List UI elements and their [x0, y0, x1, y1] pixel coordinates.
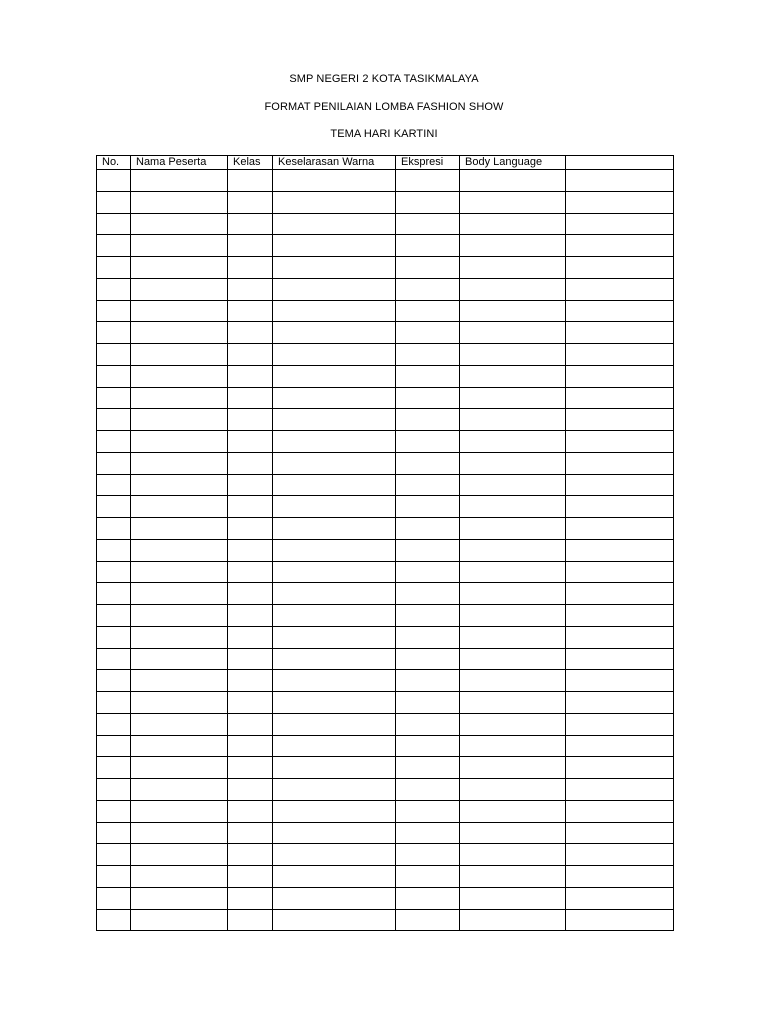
- cell-color-harmony: [273, 583, 396, 605]
- cell-participant-name: [131, 431, 228, 453]
- table-row: [97, 452, 674, 474]
- form-title: FORMAT PENILAIAN LOMBA FASHION SHOW: [264, 101, 504, 113]
- cell-blank: [566, 496, 674, 518]
- cell-class: [228, 844, 273, 866]
- cell-class: [228, 409, 273, 431]
- cell-expression: [396, 431, 460, 453]
- table-row: [97, 735, 674, 757]
- cell-body-language: [460, 735, 566, 757]
- cell-expression: [396, 257, 460, 279]
- table-row: [97, 235, 674, 257]
- cell-class: [228, 191, 273, 213]
- cell-expression: [396, 735, 460, 757]
- cell-color-harmony: [273, 300, 396, 322]
- cell-participant-name: [131, 539, 228, 561]
- table-row: [97, 213, 674, 235]
- cell-color-harmony: [273, 844, 396, 866]
- cell-class: [228, 213, 273, 235]
- cell-class: [228, 735, 273, 757]
- cell-color-harmony: [273, 496, 396, 518]
- table-row: [97, 191, 674, 213]
- cell-color-harmony: [273, 409, 396, 431]
- cell-class: [228, 300, 273, 322]
- cell-body-language: [460, 909, 566, 931]
- cell-no: [97, 800, 131, 822]
- cell-color-harmony: [273, 278, 396, 300]
- cell-participant-name: [131, 191, 228, 213]
- cell-expression: [396, 278, 460, 300]
- cell-blank: [566, 300, 674, 322]
- cell-participant-name: [131, 213, 228, 235]
- cell-color-harmony: [273, 431, 396, 453]
- cell-class: [228, 800, 273, 822]
- cell-class: [228, 561, 273, 583]
- cell-class: [228, 539, 273, 561]
- cell-color-harmony: [273, 800, 396, 822]
- cell-expression: [396, 909, 460, 931]
- cell-no: [97, 387, 131, 409]
- cell-blank: [566, 605, 674, 627]
- cell-expression: [396, 409, 460, 431]
- cell-blank: [566, 518, 674, 540]
- cell-expression: [396, 170, 460, 192]
- cell-blank: [566, 278, 674, 300]
- cell-expression: [396, 344, 460, 366]
- table-row: [97, 605, 674, 627]
- cell-blank: [566, 713, 674, 735]
- cell-color-harmony: [273, 257, 396, 279]
- cell-blank: [566, 191, 674, 213]
- cell-blank: [566, 692, 674, 714]
- cell-body-language: [460, 887, 566, 909]
- cell-participant-name: [131, 887, 228, 909]
- table-row: [97, 539, 674, 561]
- cell-body-language: [460, 692, 566, 714]
- cell-blank: [566, 735, 674, 757]
- cell-class: [228, 887, 273, 909]
- cell-expression: [396, 474, 460, 496]
- cell-color-harmony: [273, 648, 396, 670]
- cell-no: [97, 409, 131, 431]
- cell-participant-name: [131, 322, 228, 344]
- table-row: [97, 561, 674, 583]
- table-row: [97, 344, 674, 366]
- cell-class: [228, 692, 273, 714]
- cell-blank: [566, 257, 674, 279]
- cell-expression: [396, 452, 460, 474]
- cell-class: [228, 779, 273, 801]
- cell-participant-name: [131, 474, 228, 496]
- cell-class: [228, 757, 273, 779]
- cell-blank: [566, 648, 674, 670]
- col-header-expression: Ekspresi: [396, 156, 460, 170]
- cell-color-harmony: [273, 692, 396, 714]
- cell-participant-name: [131, 800, 228, 822]
- cell-expression: [396, 866, 460, 888]
- cell-color-harmony: [273, 909, 396, 931]
- cell-participant-name: [131, 670, 228, 692]
- cell-class: [228, 626, 273, 648]
- cell-class: [228, 170, 273, 192]
- cell-color-harmony: [273, 779, 396, 801]
- cell-no: [97, 561, 131, 583]
- cell-no: [97, 344, 131, 366]
- cell-no: [97, 235, 131, 257]
- cell-blank: [566, 887, 674, 909]
- cell-expression: [396, 844, 460, 866]
- cell-body-language: [460, 387, 566, 409]
- cell-participant-name: [131, 452, 228, 474]
- cell-no: [97, 757, 131, 779]
- header-row: [97, 156, 674, 170]
- cell-participant-name: [131, 735, 228, 757]
- cell-color-harmony: [273, 887, 396, 909]
- cell-expression: [396, 583, 460, 605]
- cell-no: [97, 692, 131, 714]
- cell-color-harmony: [273, 866, 396, 888]
- cell-participant-name: [131, 844, 228, 866]
- cell-body-language: [460, 344, 566, 366]
- cell-no: [97, 648, 131, 670]
- cell-class: [228, 452, 273, 474]
- cell-participant-name: [131, 713, 228, 735]
- cell-color-harmony: [273, 365, 396, 387]
- table-row: [97, 909, 674, 931]
- table-row: [97, 257, 674, 279]
- cell-blank: [566, 474, 674, 496]
- col-header-body-language: Body Language: [460, 156, 566, 170]
- cell-color-harmony: [273, 213, 396, 235]
- cell-participant-name: [131, 779, 228, 801]
- cell-class: [228, 344, 273, 366]
- table-row: [97, 387, 674, 409]
- cell-color-harmony: [273, 605, 396, 627]
- cell-body-language: [460, 409, 566, 431]
- cell-no: [97, 605, 131, 627]
- cell-class: [228, 648, 273, 670]
- cell-class: [228, 909, 273, 931]
- cell-expression: [396, 757, 460, 779]
- cell-participant-name: [131, 170, 228, 192]
- cell-no: [97, 583, 131, 605]
- cell-color-harmony: [273, 170, 396, 192]
- cell-body-language: [460, 518, 566, 540]
- cell-blank: [566, 365, 674, 387]
- cell-no: [97, 496, 131, 518]
- cell-color-harmony: [273, 474, 396, 496]
- cell-body-language: [460, 452, 566, 474]
- cell-expression: [396, 191, 460, 213]
- cell-color-harmony: [273, 822, 396, 844]
- cell-blank: [566, 170, 674, 192]
- cell-no: [97, 670, 131, 692]
- cell-blank: [566, 866, 674, 888]
- cell-color-harmony: [273, 757, 396, 779]
- cell-class: [228, 365, 273, 387]
- cell-color-harmony: [273, 518, 396, 540]
- table-row: [97, 670, 674, 692]
- cell-expression: [396, 518, 460, 540]
- cell-participant-name: [131, 365, 228, 387]
- cell-blank: [566, 800, 674, 822]
- cell-expression: [396, 496, 460, 518]
- cell-class: [228, 496, 273, 518]
- cell-participant-name: [131, 605, 228, 627]
- cell-blank: [566, 213, 674, 235]
- table-row: [97, 692, 674, 714]
- cell-no: [97, 822, 131, 844]
- table-row: [97, 713, 674, 735]
- cell-expression: [396, 322, 460, 344]
- cell-no: [97, 213, 131, 235]
- cell-class: [228, 866, 273, 888]
- cell-body-language: [460, 496, 566, 518]
- cell-class: [228, 518, 273, 540]
- cell-body-language: [460, 300, 566, 322]
- cell-body-language: [460, 561, 566, 583]
- cell-class: [228, 431, 273, 453]
- cell-blank: [566, 583, 674, 605]
- theme-title: TEMA HARI KARTINI: [330, 128, 438, 140]
- table-row: [97, 648, 674, 670]
- cell-no: [97, 278, 131, 300]
- cell-expression: [396, 692, 460, 714]
- cell-body-language: [460, 191, 566, 213]
- table-row: [97, 757, 674, 779]
- cell-class: [228, 257, 273, 279]
- cell-class: [228, 322, 273, 344]
- table-row: [97, 779, 674, 801]
- cell-class: [228, 278, 273, 300]
- table-body: [97, 170, 674, 931]
- cell-no: [97, 518, 131, 540]
- cell-participant-name: [131, 235, 228, 257]
- cell-body-language: [460, 844, 566, 866]
- cell-participant-name: [131, 757, 228, 779]
- cell-no: [97, 322, 131, 344]
- cell-color-harmony: [273, 735, 396, 757]
- cell-color-harmony: [273, 713, 396, 735]
- cell-color-harmony: [273, 539, 396, 561]
- cell-blank: [566, 431, 674, 453]
- cell-participant-name: [131, 909, 228, 931]
- cell-body-language: [460, 170, 566, 192]
- scoring-table: [96, 155, 674, 931]
- cell-participant-name: [131, 300, 228, 322]
- cell-expression: [396, 235, 460, 257]
- cell-participant-name: [131, 387, 228, 409]
- cell-body-language: [460, 257, 566, 279]
- cell-blank: [566, 344, 674, 366]
- cell-body-language: [460, 235, 566, 257]
- cell-no: [97, 779, 131, 801]
- school-name: SMP NEGERI 2 KOTA TASIKMALAYA: [289, 73, 479, 85]
- table-row: [97, 800, 674, 822]
- cell-blank: [566, 670, 674, 692]
- cell-color-harmony: [273, 670, 396, 692]
- cell-participant-name: [131, 561, 228, 583]
- cell-color-harmony: [273, 626, 396, 648]
- table-row: [97, 322, 674, 344]
- cell-blank: [566, 322, 674, 344]
- cell-body-language: [460, 779, 566, 801]
- cell-expression: [396, 387, 460, 409]
- cell-expression: [396, 779, 460, 801]
- cell-expression: [396, 300, 460, 322]
- cell-body-language: [460, 757, 566, 779]
- cell-no: [97, 300, 131, 322]
- cell-color-harmony: [273, 561, 396, 583]
- cell-expression: [396, 887, 460, 909]
- cell-blank: [566, 909, 674, 931]
- table-row: [97, 278, 674, 300]
- cell-blank: [566, 235, 674, 257]
- cell-expression: [396, 539, 460, 561]
- cell-color-harmony: [273, 235, 396, 257]
- cell-no: [97, 365, 131, 387]
- cell-expression: [396, 648, 460, 670]
- cell-expression: [396, 800, 460, 822]
- table-row: [97, 170, 674, 192]
- cell-body-language: [460, 213, 566, 235]
- cell-body-language: [460, 800, 566, 822]
- cell-no: [97, 191, 131, 213]
- cell-participant-name: [131, 278, 228, 300]
- cell-participant-name: [131, 518, 228, 540]
- cell-body-language: [460, 278, 566, 300]
- cell-no: [97, 909, 131, 931]
- cell-blank: [566, 539, 674, 561]
- cell-no: [97, 474, 131, 496]
- cell-blank: [566, 626, 674, 648]
- cell-participant-name: [131, 866, 228, 888]
- cell-class: [228, 605, 273, 627]
- cell-no: [97, 539, 131, 561]
- cell-expression: [396, 713, 460, 735]
- cell-body-language: [460, 322, 566, 344]
- cell-class: [228, 670, 273, 692]
- cell-blank: [566, 387, 674, 409]
- table-row: [97, 431, 674, 453]
- cell-participant-name: [131, 257, 228, 279]
- cell-expression: [396, 365, 460, 387]
- cell-expression: [396, 822, 460, 844]
- table-row: [97, 844, 674, 866]
- col-header-color-harmony: Keselarasan Warna: [273, 156, 396, 170]
- table-row: [97, 496, 674, 518]
- cell-body-language: [460, 670, 566, 692]
- cell-body-language: [460, 648, 566, 670]
- table-row: [97, 626, 674, 648]
- cell-participant-name: [131, 692, 228, 714]
- col-header-no: No.: [97, 156, 131, 170]
- table-row: [97, 365, 674, 387]
- cell-no: [97, 887, 131, 909]
- cell-body-language: [460, 713, 566, 735]
- cell-color-harmony: [273, 322, 396, 344]
- cell-participant-name: [131, 344, 228, 366]
- cell-no: [97, 626, 131, 648]
- cell-no: [97, 713, 131, 735]
- cell-participant-name: [131, 409, 228, 431]
- cell-color-harmony: [273, 452, 396, 474]
- table-row: [97, 300, 674, 322]
- cell-no: [97, 735, 131, 757]
- cell-participant-name: [131, 626, 228, 648]
- table-row: [97, 409, 674, 431]
- cell-body-language: [460, 822, 566, 844]
- cell-class: [228, 474, 273, 496]
- cell-class: [228, 583, 273, 605]
- table-row: [97, 474, 674, 496]
- cell-body-language: [460, 539, 566, 561]
- cell-no: [97, 257, 131, 279]
- cell-body-language: [460, 626, 566, 648]
- cell-body-language: [460, 583, 566, 605]
- cell-blank: [566, 452, 674, 474]
- cell-participant-name: [131, 583, 228, 605]
- cell-blank: [566, 757, 674, 779]
- table-row: [97, 518, 674, 540]
- cell-color-harmony: [273, 344, 396, 366]
- col-header-class: Kelas: [228, 156, 273, 170]
- table-row: [97, 583, 674, 605]
- cell-color-harmony: [273, 387, 396, 409]
- cell-blank: [566, 844, 674, 866]
- cell-expression: [396, 626, 460, 648]
- cell-body-language: [460, 431, 566, 453]
- cell-participant-name: [131, 496, 228, 518]
- cell-blank: [566, 779, 674, 801]
- cell-no: [97, 170, 131, 192]
- cell-blank: [566, 561, 674, 583]
- table-row: [97, 822, 674, 844]
- cell-no: [97, 844, 131, 866]
- cell-blank: [566, 409, 674, 431]
- table-row: [97, 866, 674, 888]
- cell-body-language: [460, 365, 566, 387]
- cell-expression: [396, 670, 460, 692]
- cell-participant-name: [131, 822, 228, 844]
- cell-no: [97, 431, 131, 453]
- cell-color-harmony: [273, 191, 396, 213]
- cell-class: [228, 822, 273, 844]
- cell-expression: [396, 213, 460, 235]
- cell-no: [97, 866, 131, 888]
- cell-blank: [566, 822, 674, 844]
- cell-participant-name: [131, 648, 228, 670]
- col-header-blank: [566, 156, 674, 170]
- table-row: [97, 887, 674, 909]
- cell-expression: [396, 561, 460, 583]
- cell-class: [228, 713, 273, 735]
- cell-body-language: [460, 605, 566, 627]
- cell-class: [228, 235, 273, 257]
- cell-no: [97, 452, 131, 474]
- cell-expression: [396, 605, 460, 627]
- cell-body-language: [460, 866, 566, 888]
- cell-class: [228, 387, 273, 409]
- col-header-participant-name: Nama Peserta: [131, 156, 228, 170]
- cell-body-language: [460, 474, 566, 496]
